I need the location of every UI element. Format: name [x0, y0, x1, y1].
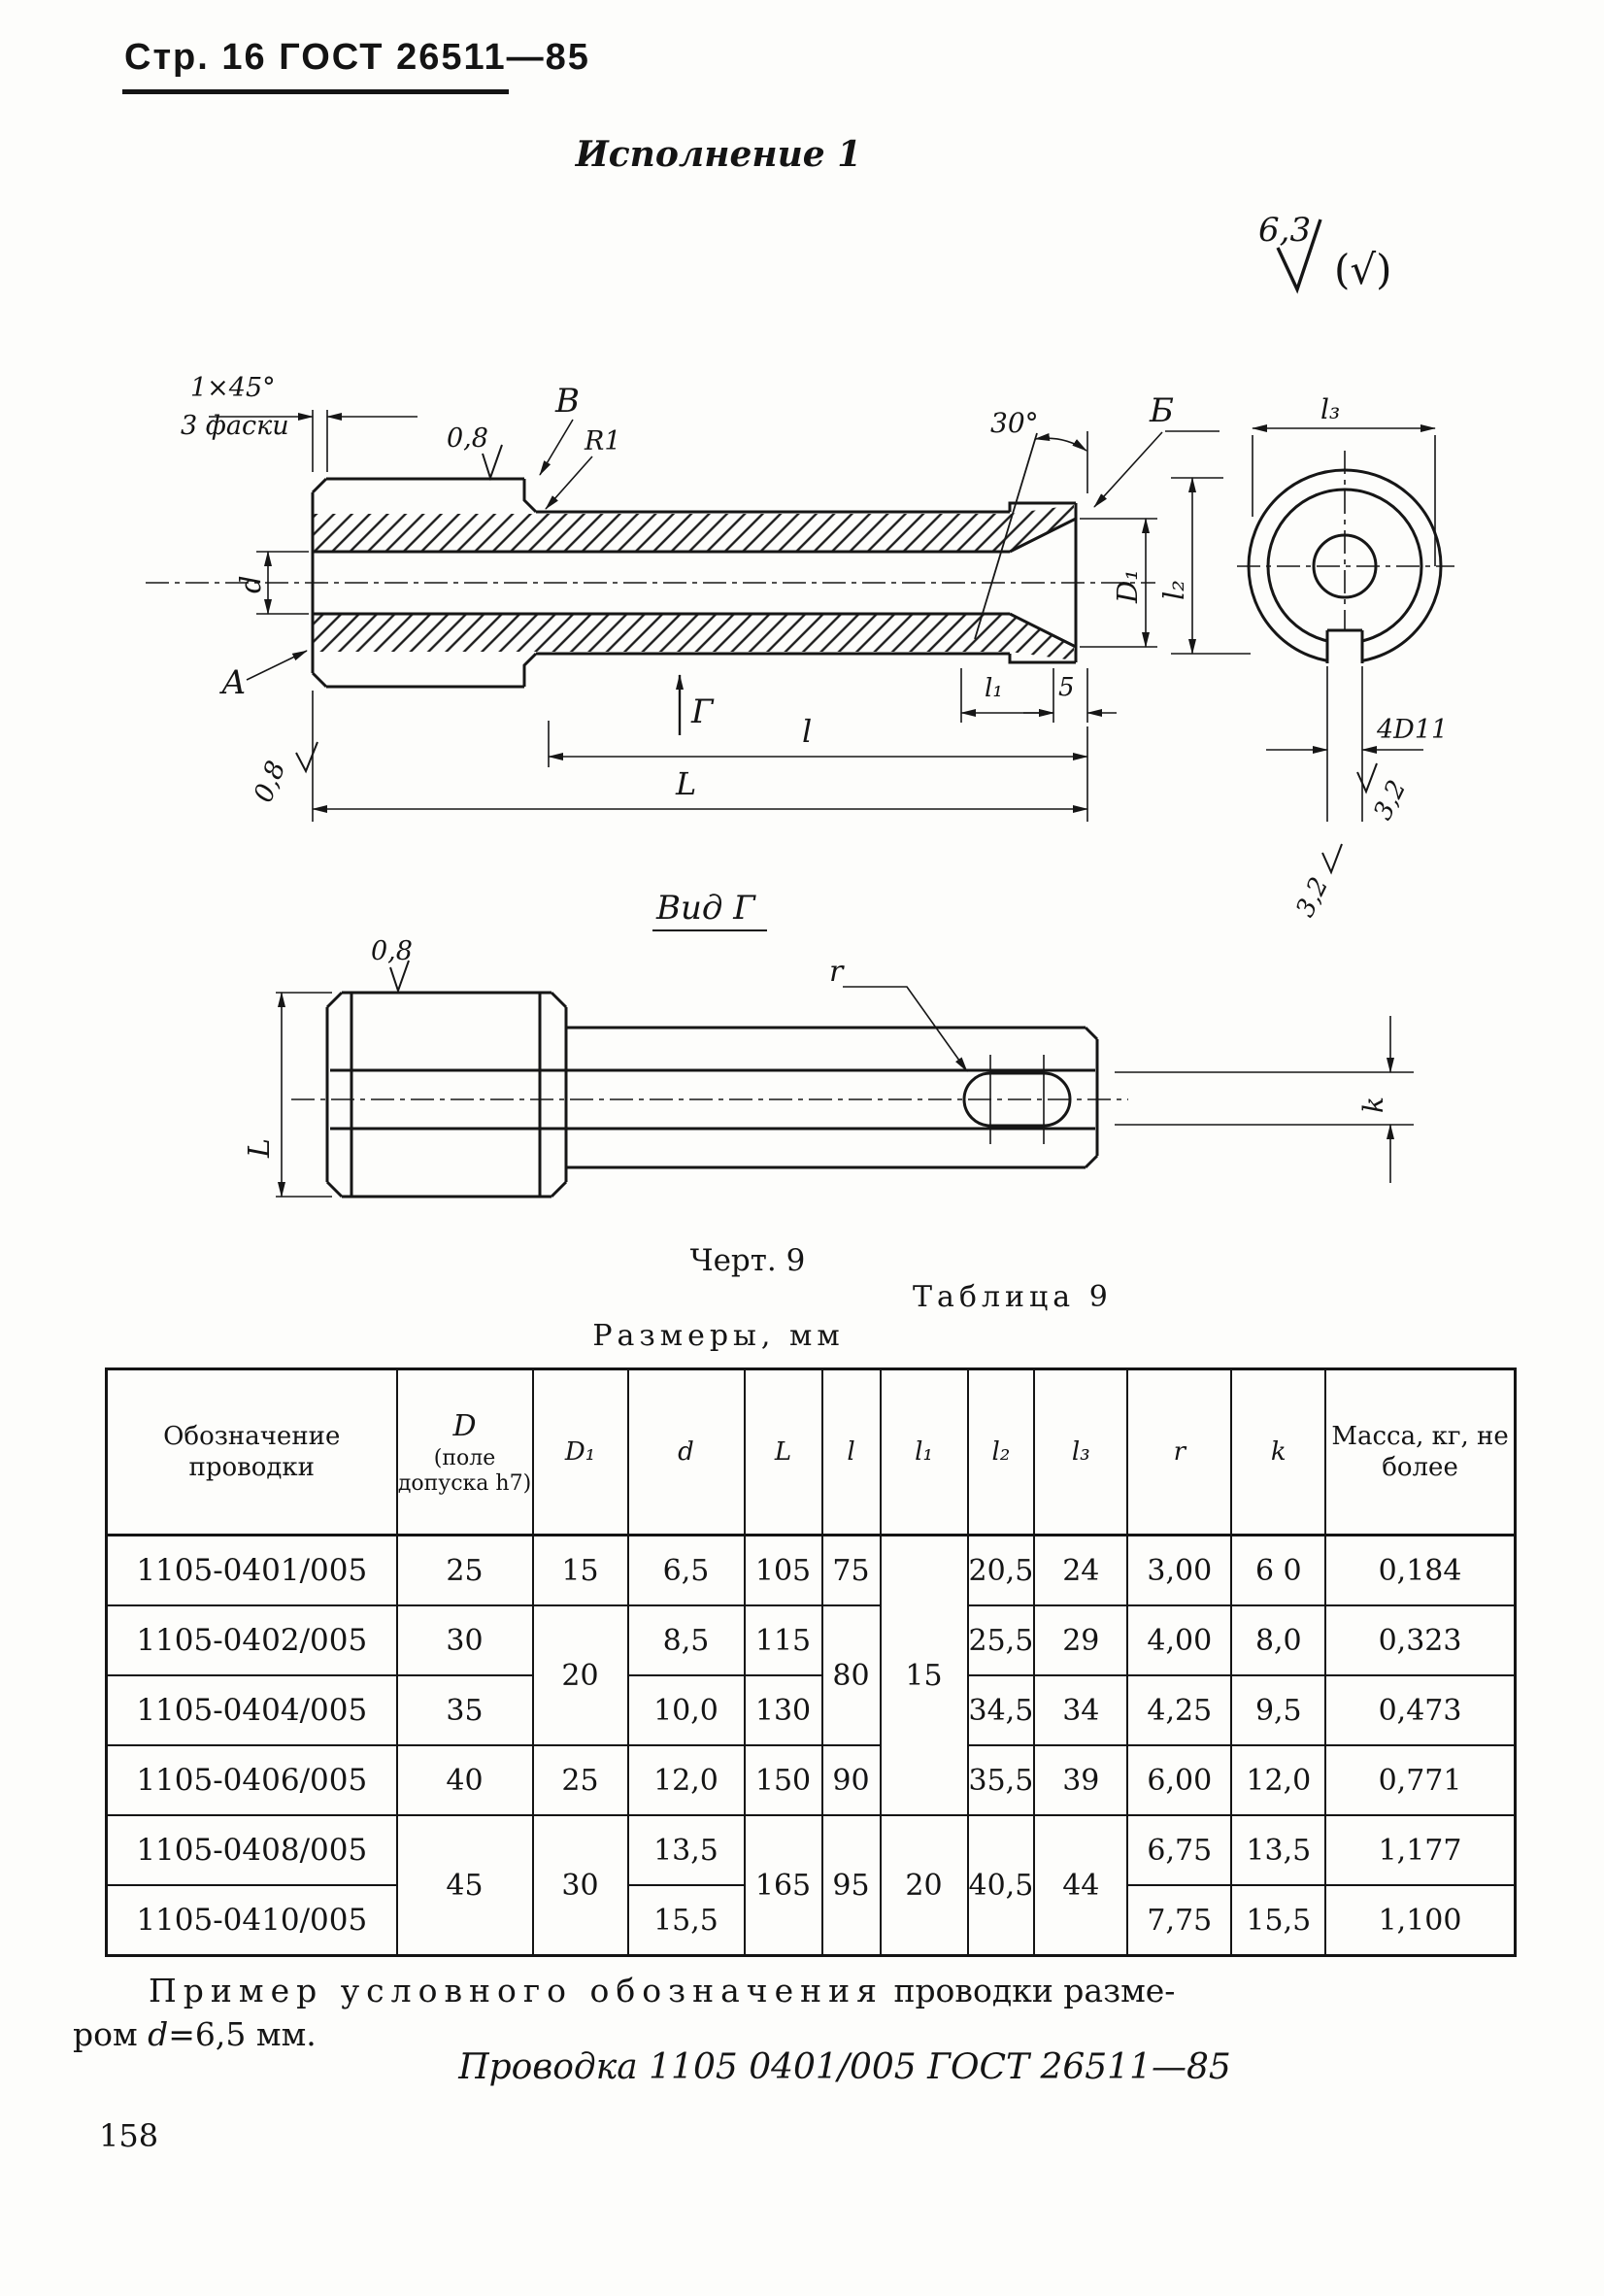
- label-g: Г: [691, 692, 714, 731]
- table-title: Размеры, мм: [592, 1319, 845, 1353]
- col-header-l1: l₁: [881, 1369, 968, 1536]
- col-header-D-symbol: D: [452, 1408, 477, 1443]
- table-cell: 0,323: [1325, 1605, 1515, 1675]
- label-radius: R1: [585, 426, 621, 456]
- label-a: А: [221, 663, 247, 702]
- example-rest-text: проводки разме-: [883, 1972, 1176, 2009]
- table-cell: 75: [822, 1536, 881, 1606]
- table-cell: 15,5: [628, 1885, 745, 1956]
- table-caption: Таблица 9: [913, 1280, 1113, 1314]
- col-header-D1: D₁: [533, 1369, 628, 1536]
- table-cell: 9,5: [1231, 1675, 1325, 1745]
- roughness-left: 0,8: [248, 757, 292, 807]
- table-cell: 34,5: [968, 1675, 1035, 1745]
- dim-L-2: L: [243, 1138, 277, 1158]
- col-header-D: [397, 1369, 533, 1536]
- table-cell: 25,5: [968, 1605, 1035, 1675]
- table-cell: 25: [533, 1745, 628, 1815]
- col-header-l3: l₃: [1034, 1369, 1127, 1536]
- dim-l: l: [802, 713, 813, 750]
- dim-d1: D₁: [1111, 569, 1144, 603]
- chamfer-note-1: 1×45°: [190, 373, 276, 403]
- col-header-d: d: [628, 1369, 745, 1536]
- table-cell: 20,5: [968, 1536, 1035, 1606]
- col-header-l: l: [822, 1369, 881, 1536]
- example-line-1: [73, 1972, 1539, 2009]
- col-header-name: Обозначение проводки: [107, 1369, 397, 1536]
- table-cell: 10,0: [628, 1675, 745, 1745]
- col-header-l2: l₂: [968, 1369, 1035, 1536]
- view-g: [243, 889, 1414, 1197]
- table-cell: 1105-0401/005: [107, 1536, 397, 1606]
- table-cell: 8,5: [628, 1605, 745, 1675]
- table-cell: 105: [745, 1536, 822, 1606]
- table-cell: 30: [397, 1605, 533, 1675]
- col-header-D-note: (поле допуска h7): [397, 1446, 532, 1496]
- dim-L: L: [676, 765, 697, 802]
- roughness-bracket: (√): [1334, 246, 1392, 293]
- table-cell: 30: [533, 1815, 628, 1956]
- example-paragraph: [73, 1972, 1539, 2053]
- table-row: [107, 1536, 1516, 1606]
- table-cell: 34: [1034, 1675, 1127, 1745]
- table-cell: 44: [1034, 1815, 1127, 1956]
- dimensions-table: [105, 1367, 1517, 1957]
- table-cell: 165: [745, 1815, 822, 1956]
- table-cell: 29: [1034, 1605, 1127, 1675]
- table-cell: 40: [397, 1745, 533, 1815]
- slot-mask: [1327, 630, 1362, 694]
- slot-width-label: 4D11: [1377, 715, 1449, 745]
- table-cell: 4,25: [1127, 1675, 1231, 1745]
- table-cell: 1105-0410/005: [107, 1885, 397, 1956]
- chamfer-note-2: 3 фаски: [181, 411, 289, 441]
- surface-finish-mark: [1258, 211, 1392, 293]
- table-cell: 15,5: [1231, 1885, 1325, 1956]
- table-cell: 1105-0404/005: [107, 1675, 397, 1745]
- table-cell: 24: [1034, 1536, 1127, 1606]
- example-spaced-text: Пример условного обозначения: [149, 1972, 884, 2009]
- table-cell: 1105-0406/005: [107, 1745, 397, 1815]
- table-cell: 0,184: [1325, 1536, 1515, 1606]
- view-g-dims: [276, 961, 1414, 1197]
- table-cell: 20: [533, 1605, 628, 1745]
- dim-5: 5: [1058, 673, 1075, 702]
- dim-l1: l₁: [985, 674, 1003, 703]
- table-cell: 35: [397, 1675, 533, 1745]
- table-cell: 12,0: [1231, 1745, 1325, 1815]
- table-cell: 3,00: [1127, 1536, 1231, 1606]
- main-section-view: [146, 373, 1251, 822]
- table-header-row: [107, 1369, 1516, 1536]
- table-cell: 8,0: [1231, 1605, 1325, 1675]
- page-header: Стр. 16 ГОСТ 26511—85: [124, 37, 590, 78]
- roughness-top-2: 0,8: [371, 936, 413, 966]
- dim-d: d: [234, 575, 267, 593]
- table-cell: 13,5: [628, 1815, 745, 1885]
- roughness-slot-2: 3,2: [1290, 872, 1335, 923]
- table-cell: 1,100: [1325, 1885, 1515, 1956]
- view-g-outline: [327, 993, 1097, 1197]
- table-cell: 4,00: [1127, 1605, 1231, 1675]
- col-header-k: k: [1231, 1369, 1325, 1536]
- table-cell: 15: [881, 1536, 968, 1816]
- label-angle: 30°: [990, 407, 1039, 439]
- table-cell: 6,75: [1127, 1815, 1231, 1885]
- col-header-L: L: [745, 1369, 822, 1536]
- table-cell: 12,0: [628, 1745, 745, 1815]
- roughness-slot-1: 3,2: [1368, 775, 1413, 826]
- dim-k: k: [1357, 1097, 1389, 1113]
- table-row: [107, 1815, 1516, 1885]
- dim-l2: l₂: [1157, 580, 1190, 600]
- table-cell: 0,473: [1325, 1675, 1515, 1745]
- table-cell: 130: [745, 1675, 822, 1745]
- table-row: [107, 1605, 1516, 1675]
- label-r: r: [829, 955, 844, 989]
- designation-example: Проводка 1105 0401/005 ГОСТ 26511—85: [458, 2047, 1231, 2087]
- table-cell: 0,771: [1325, 1745, 1515, 1815]
- table-cell: 1105-0408/005: [107, 1815, 397, 1885]
- col-header-r: r: [1127, 1369, 1231, 1536]
- table-cell: 1105-0402/005: [107, 1605, 397, 1675]
- table-cell: 45: [397, 1815, 533, 1956]
- col-header-mass: Масса, кг, не более: [1325, 1369, 1515, 1536]
- label-b-upper: В: [555, 382, 580, 421]
- example-line2-prefix: ром: [73, 2015, 149, 2053]
- table-cell: 80: [822, 1605, 881, 1745]
- label-b: Б: [1150, 391, 1174, 430]
- table-cell: 95: [822, 1815, 881, 1956]
- table-cell: 15: [533, 1536, 628, 1606]
- dim-l3: l₃: [1320, 393, 1341, 425]
- roughness-value: 6,3: [1258, 211, 1312, 250]
- table-cell: 39: [1034, 1745, 1127, 1815]
- table-cell: 13,5: [1231, 1815, 1325, 1885]
- table-cell: 25: [397, 1536, 533, 1606]
- table-cell: 7,75: [1127, 1885, 1231, 1956]
- variant-title: Исполнение 1: [575, 134, 862, 175]
- table-cell: 6,00: [1127, 1745, 1231, 1815]
- table-cell: 115: [745, 1605, 822, 1675]
- table-row: [107, 1675, 1516, 1745]
- example-line2-suffix: =6,5 мм.: [168, 2015, 317, 2053]
- table-cell: 90: [822, 1745, 881, 1815]
- table-row: [107, 1745, 1516, 1815]
- roughness-head: 0,8: [447, 423, 488, 454]
- example-line2-variable: d: [148, 2015, 169, 2053]
- figure-caption: Черт. 9: [689, 1243, 806, 1278]
- table-cell: 1,177: [1325, 1815, 1515, 1885]
- table-cell: 6,5: [628, 1536, 745, 1606]
- end-view: [1237, 393, 1454, 922]
- view-g-title: Вид Г: [656, 889, 755, 928]
- table-cell: 150: [745, 1745, 822, 1815]
- table-cell: 6 0: [1231, 1536, 1325, 1606]
- table-cell: 40,5: [968, 1815, 1035, 1956]
- table-cell: 35,5: [968, 1745, 1035, 1815]
- table-cell: 20: [881, 1815, 968, 1956]
- page-number: 158: [99, 2117, 159, 2154]
